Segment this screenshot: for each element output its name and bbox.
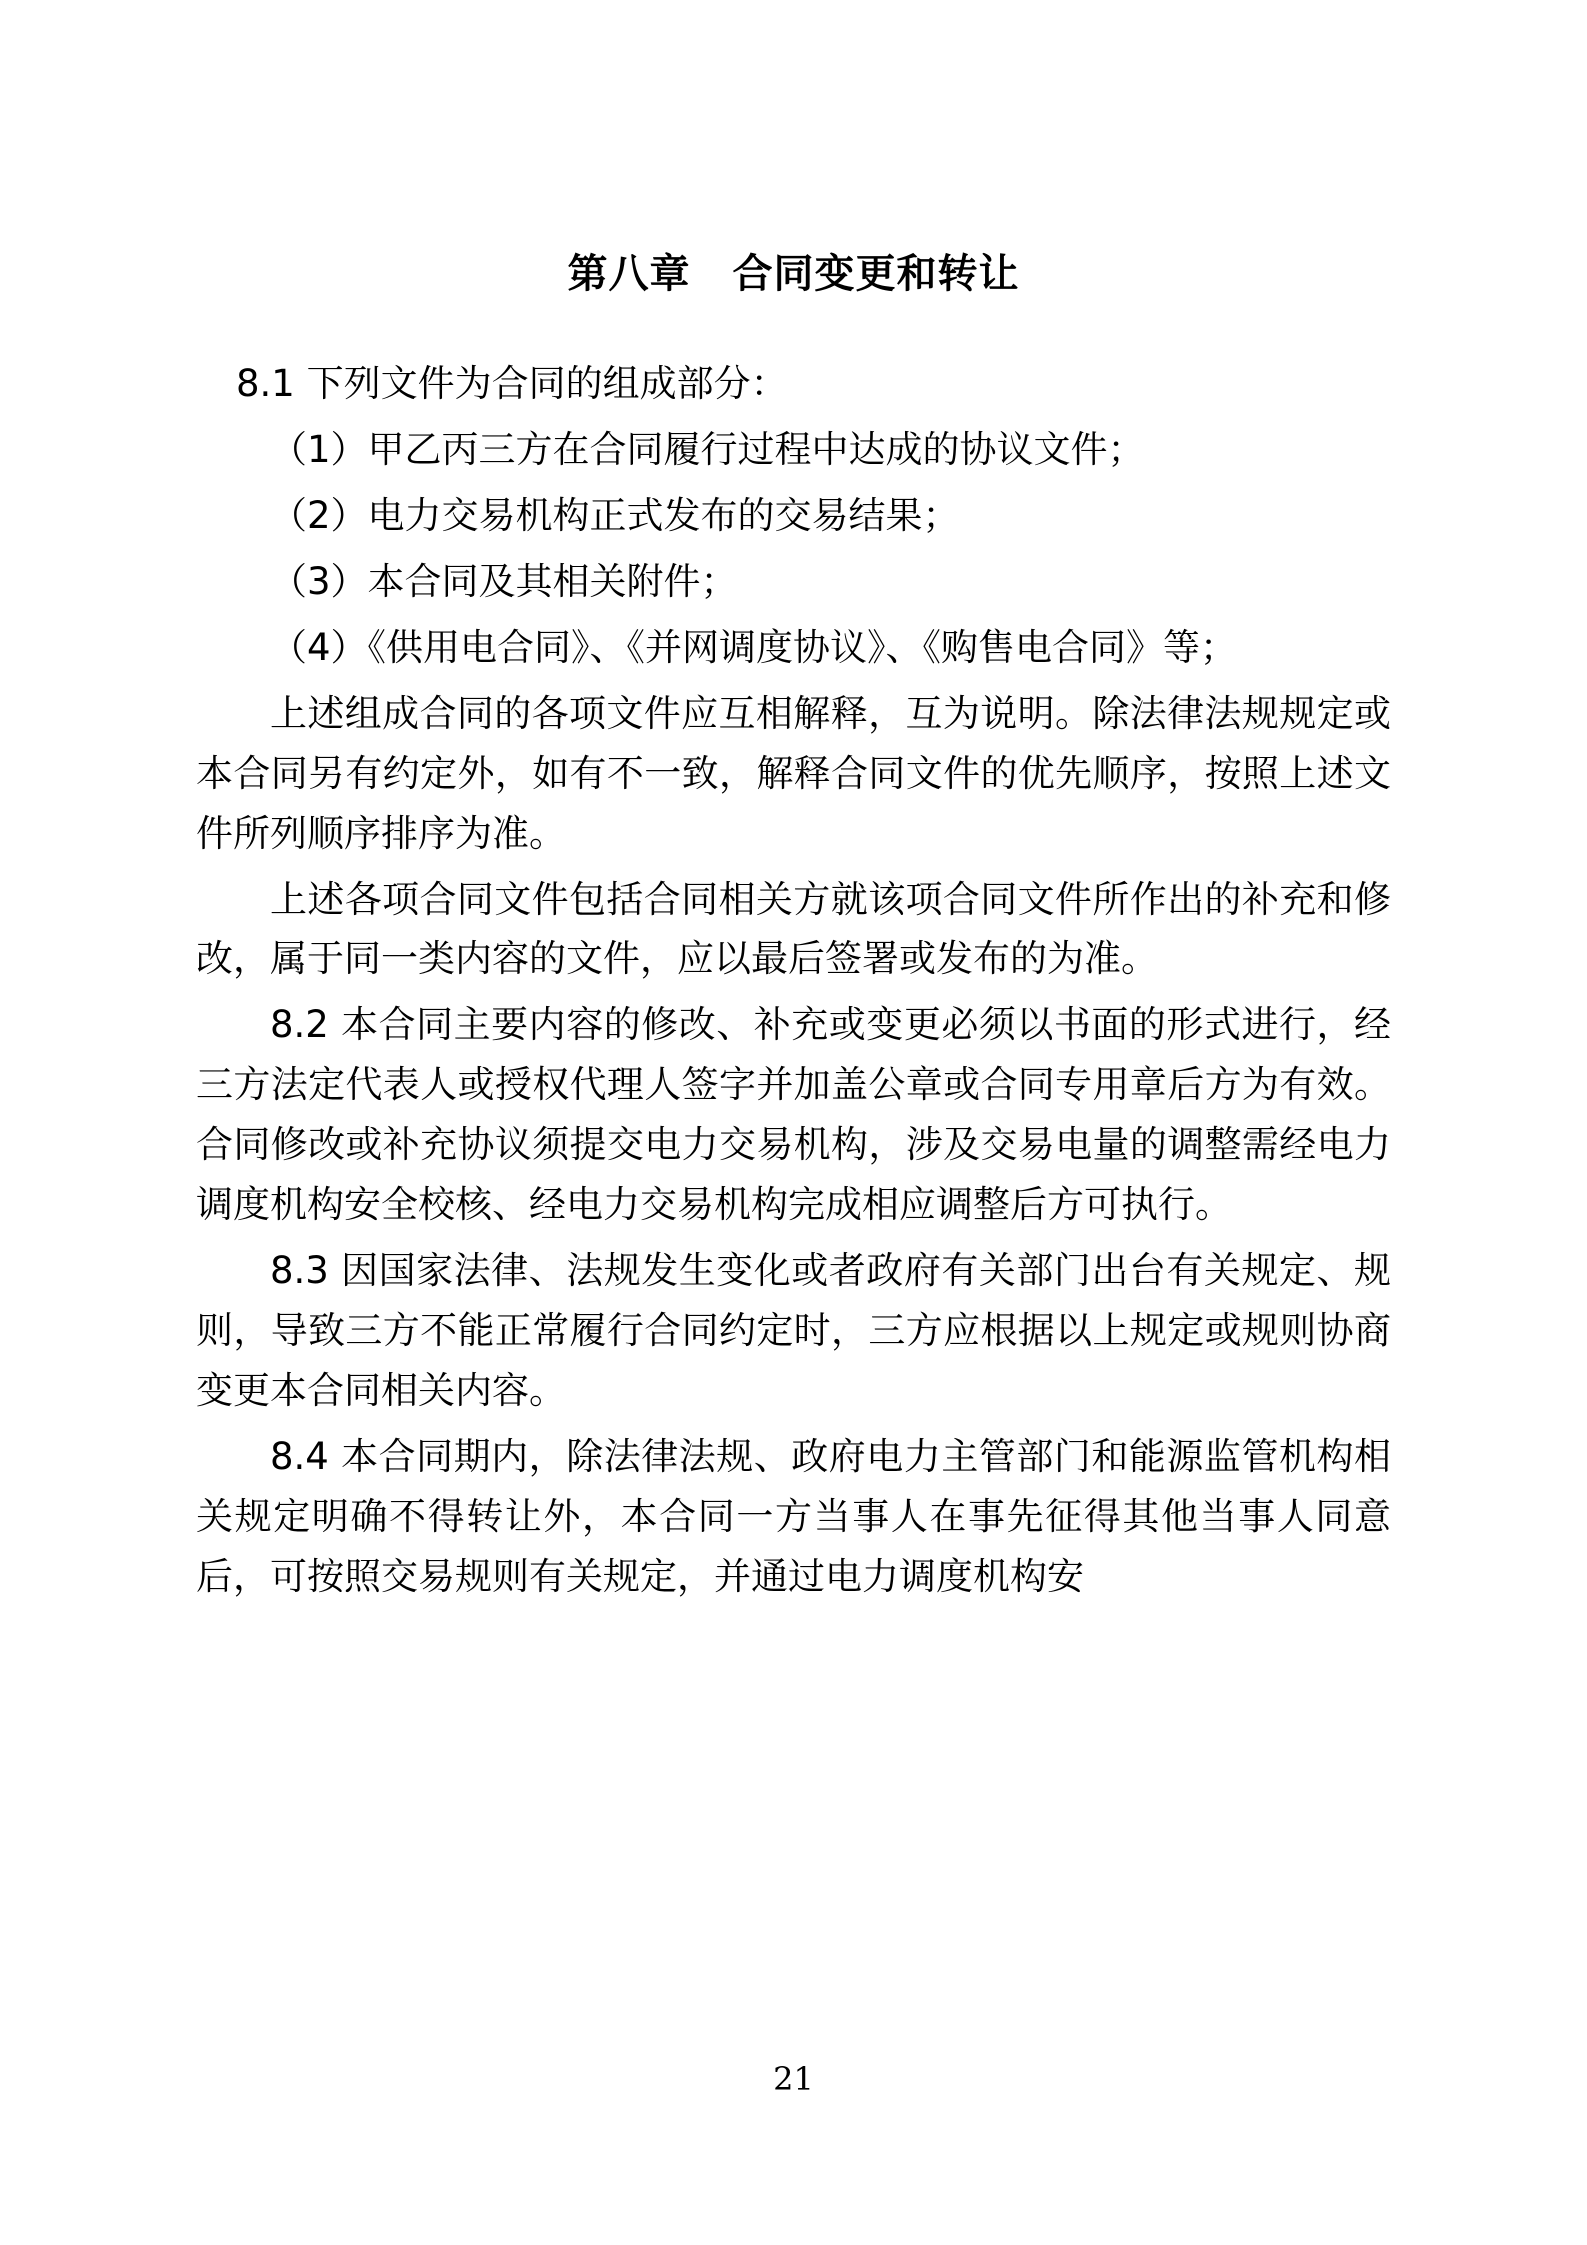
paragraph-supplement-amendment: 上述各项合同文件包括合同相关方就该项合同文件所作出的补充和修改，属于同一类内容的文件，应以最后签署或发布的为准。 xyxy=(196,877,1391,981)
page-number: 21 xyxy=(773,2060,814,2098)
paragraph-8-2: 8.2 本合同主要内容的修改、补充或变更必须以书面的形式进行，经三方法定代表人或授权代理人签字并加盖公章或合同专用章后方为有效。合同修改或补充协议须提交电力交易机构，涉及交易电量的调整需经电力调度机构安全校核、经电力交易机构完成相应调整后方可执行。 xyxy=(196,1003,1391,1227)
paragraph-item-4: （4）《供用电合同》、《并网调度协议》、《购售电合同》等； xyxy=(270,625,1238,669)
chapter-heading xyxy=(196,246,1391,302)
paragraph-interpretation-order: 上述组成合同的各项文件应互相解释，互为说明。除法律法规规定或本合同另有约定外，如有不一致，解释合同文件的优先顺序，按照上述文件所列顺序排序为准。 xyxy=(196,691,1391,855)
paragraph-item-2: （2）电力交易机构正式发布的交易结果； xyxy=(270,493,960,537)
paragraph-8-1: 8.1 下列文件为合同的组成部分： xyxy=(236,362,788,405)
paragraph-item-3: （3）本合同及其相关附件； xyxy=(270,559,738,603)
paragraph-8-3: 8.3 因国家法律、法规发生变化或者政府有关部门出台有关规定、规则，导致三方不能正常履行合同约定时，三方应根据以上规定或规则协商变更本合同相关内容。 xyxy=(196,1249,1391,1412)
chapter-number: 第八章 xyxy=(567,251,691,297)
paragraph-8-4: 8.4 本合同期内，除法律法规、政府电力主管部门和能源监管机构相关规定明确不得转让外，本合同一方当事人在事先征得其他当事人同意后，可按照交易规则有关规定，并通过电力调度机构安 xyxy=(196,1434,1391,1598)
page-content xyxy=(196,246,1391,1613)
chapter-name: 合同变更和转让 xyxy=(732,251,1020,297)
paragraph-item-1: （1）甲乙丙三方在合同履行过程中达成的协议文件； xyxy=(270,427,1145,471)
